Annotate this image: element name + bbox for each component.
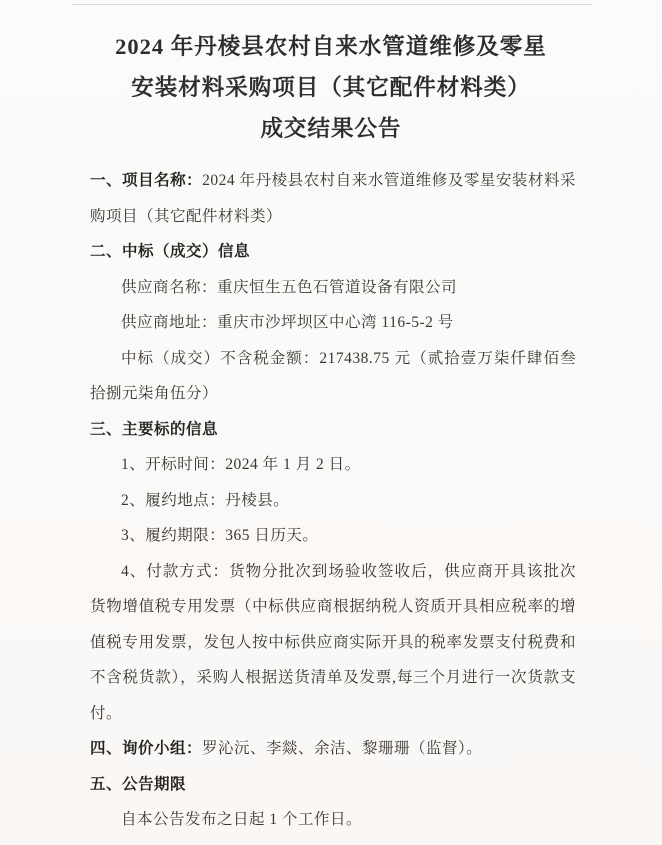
subject-item-payment-terms: 4、付款方式：货物分批次到场验收签收后，供应商开具该批次货物增值税专用发票（中标供应商根据纳税人资质开具相应税率的增值税专用发票，发包人按中标供应商实际开具的税率发票支付税费和不含税货款），采购人根据送货清单及发票,每三个月进行一次货款支付。 <box>90 562 576 722</box>
section-project-name-label: 一、项目名称： <box>90 172 203 189</box>
supplier-name-row <box>90 270 576 306</box>
subject-item-performance-place: 2、履约地点：丹棱县。 <box>121 491 290 509</box>
document-title-line-1: 2024 年丹棱县农村自来水管道维修及零星 <box>115 34 547 59</box>
supplier-name-value: 重庆恒生五色石管道设备有限公司 <box>217 278 458 296</box>
announcement-period-value: 自本公告发布之日起 1 个工作日。 <box>121 811 363 828</box>
section-subject-info-heading: 三、主要标的信息 <box>90 420 219 438</box>
award-amount-label: 中标（成交）不含税金额： <box>121 349 320 367</box>
inquiry-group-label: 四、询价小组： <box>90 740 203 757</box>
supplier-address-value: 重庆市沙坪坝区中心湾 116-5-2 号 <box>217 314 454 331</box>
section-project-name <box>90 163 576 234</box>
document-body <box>90 163 576 838</box>
scan-artifact-line <box>72 4 592 5</box>
award-amount-row <box>90 341 576 412</box>
inquiry-group-members: 罗沁沅、李燚、余洁、黎珊珊（监督）。 <box>202 740 483 757</box>
section-project-name-value: 2024 年丹棱县农村自来水管道维修及零星安装材料采购项目（其它配件材料类） <box>90 172 576 225</box>
section-award-info-heading: 二、中标（成交）信息 <box>90 243 251 260</box>
award-amount-value: 217438.75 元（贰拾壹万柒仟肆佰叁拾捌元柒角伍分） <box>90 349 576 402</box>
supplier-name-label: 供应商名称： <box>121 278 218 296</box>
subject-item-performance-period: 3、履约期限：365 日历天。 <box>121 527 319 544</box>
document-title <box>0 0 662 149</box>
section-announcement-period-heading: 五、公告期限 <box>90 775 187 793</box>
section-inquiry-group <box>90 731 576 767</box>
supplier-address-row <box>90 305 576 341</box>
document-title-line-2: 安装材料采购项目（其它配件材料类） <box>131 75 531 100</box>
document-title-line-3: 成交结果公告 <box>260 116 402 141</box>
subject-item-open-date: 1、开标时间：2024 年 1 月 2 日。 <box>121 456 361 473</box>
supplier-address-label: 供应商地址： <box>121 314 218 331</box>
